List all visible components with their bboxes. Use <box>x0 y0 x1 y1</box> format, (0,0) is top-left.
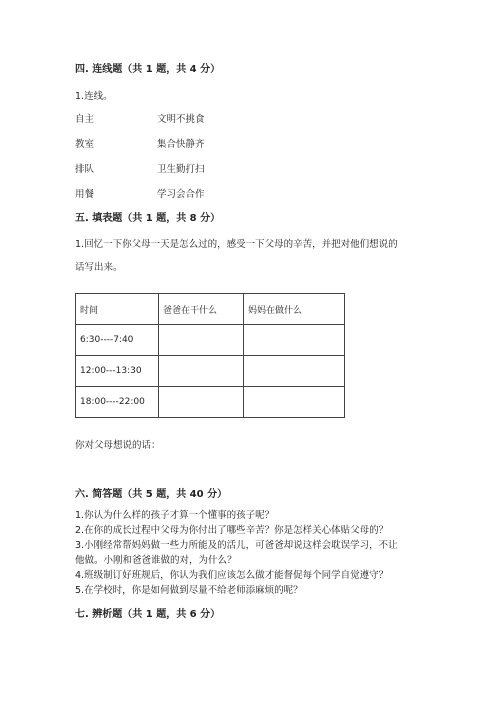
time-cell: 12:00---13:30 <box>76 356 159 387</box>
dad-answer-cell[interactable] <box>159 387 244 418</box>
dad-answer-cell[interactable] <box>159 325 244 356</box>
time-cell: 18:00----22:00 <box>76 387 159 418</box>
question-6-3-line1: 3.小刚经常帮妈妈做一些力所能及的活儿，可爸爸却说这样会耽误学习，不让 <box>75 540 398 551</box>
match-right-3: 卫生勤打扫 <box>157 164 205 175</box>
table-header-cell: 妈妈在做什么 <box>244 294 345 325</box>
table-header-cell: 时间 <box>76 294 159 325</box>
match-right-4: 学习会合作 <box>157 189 205 200</box>
question-6-1: 1.你认为什么样的孩子才算一个懂事的孩子呢？ <box>75 510 275 521</box>
dad-answer-cell[interactable] <box>159 356 244 387</box>
section-6-title: 六. 简答题（共 5 题，共 40 分） <box>75 489 228 500</box>
match-right-2: 集合快静齐 <box>157 139 205 150</box>
match-left-3: 排队 <box>75 164 95 175</box>
match-left-2: 教室 <box>75 139 95 150</box>
mom-answer-cell[interactable] <box>244 356 345 387</box>
parents-schedule-table <box>75 293 345 418</box>
table-row <box>76 356 345 387</box>
mom-answer-cell[interactable] <box>244 387 345 418</box>
question-5-1-line1: 1.回忆一下你父母一天是怎么过的，感受一下父母的辛苦，并把对他们想说的 <box>75 239 398 250</box>
time-cell: 6:30----7:40 <box>76 325 159 356</box>
table-header-cell: 爸爸在干什么 <box>159 294 244 325</box>
question-6-5: 5.在学校时，你是如何做到尽量不给老师添麻烦的呢？ <box>75 585 303 596</box>
match-left-4: 用餐 <box>75 189 95 200</box>
match-right-1: 文明不挑食 <box>157 114 205 125</box>
section-4-title: 四. 连线题（共 1 题，共 4 分） <box>75 64 221 75</box>
question-6-2: 2.在你的成长过程中父母为你付出了哪些辛苦？你是怎样关心体贴父母的？ <box>75 525 389 536</box>
match-left-1: 自主 <box>75 114 95 125</box>
table-row <box>76 325 345 356</box>
mom-answer-cell[interactable] <box>244 325 345 356</box>
words-to-parents-prompt: 你对父母想说的话： <box>75 440 161 451</box>
question-5-1-line2: 话写出来。 <box>75 262 123 273</box>
question-6-3-line2: 他做。小刚和爸爸谁做的对，为什么？ <box>75 555 237 566</box>
table-row <box>76 387 345 418</box>
question-6-4: 4.班级制订好班规后，你认为我们应该怎么做才能督促每个同学自觉遵守？ <box>75 570 389 581</box>
section-5-title: 五. 填表题（共 1 题，共 8 分） <box>75 213 221 224</box>
section-7-title: 七. 辨析题（共 1 题，共 6 分） <box>75 609 221 620</box>
question-4-1: 1.连线。 <box>75 91 113 102</box>
table-header-row <box>76 294 345 325</box>
